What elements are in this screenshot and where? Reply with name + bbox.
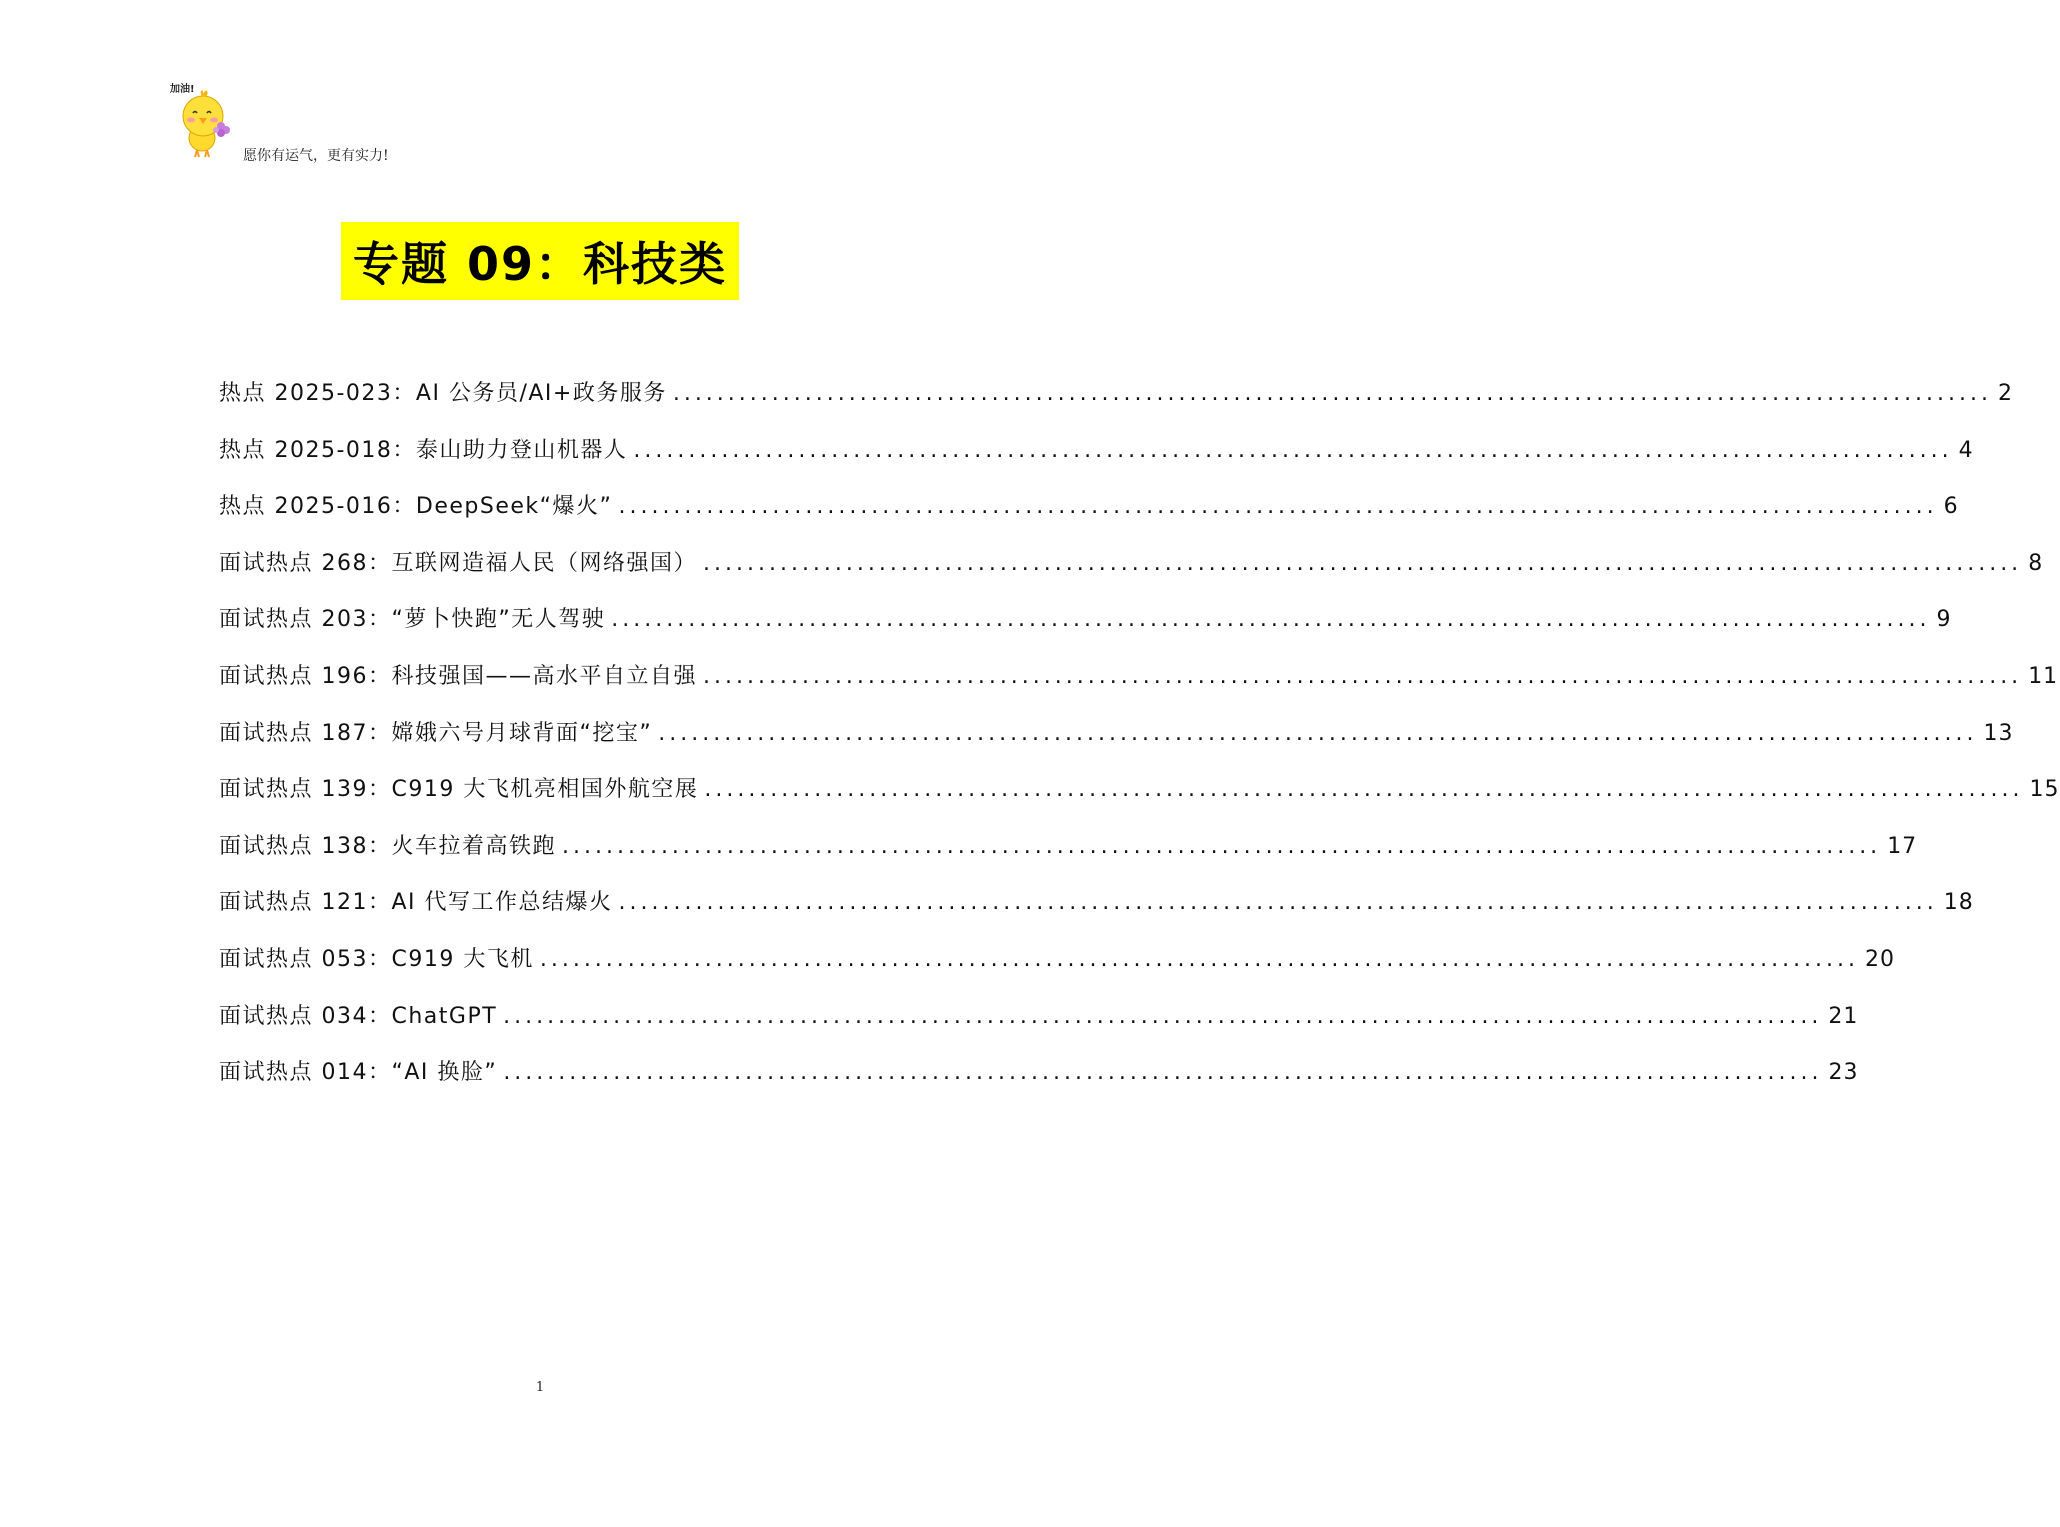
toc-entry-title: 面试热点 014：“AI 换脸” [219, 1060, 498, 1086]
toc-entry-title: 面试热点 196：科技强国——高水平自立自强 [219, 663, 697, 689]
chick-mascot-icon [166, 80, 238, 162]
toc-entry-title: 面试热点 034：ChatGPT [219, 1003, 498, 1029]
toc-dot-leader: ........................................................................................................................ [539, 946, 1860, 972]
toc-entry[interactable] [219, 657, 2059, 714]
toc-entry-page: 21 [1828, 1003, 1859, 1029]
toc-dot-leader: ........................................................................................................................ [618, 890, 1938, 916]
toc-entry[interactable] [219, 827, 1918, 884]
toc-entry-title: 面试热点 053：C919 大飞机 [219, 946, 534, 972]
toc-entry-title: 热点 2025-018：泰山助力登山机器人 [219, 437, 628, 463]
toc-entry[interactable] [219, 770, 2060, 827]
toc-entry[interactable] [219, 431, 1974, 488]
toc-entry-page: 18 [1943, 890, 1974, 916]
toc-entry[interactable] [219, 1053, 1859, 1110]
toc-entry[interactable] [219, 544, 2044, 601]
page-number: 1 [535, 1380, 545, 1395]
table-of-contents [219, 374, 2060, 1110]
toc-entry-page: 23 [1828, 1060, 1859, 1086]
toc-entry[interactable] [219, 940, 1896, 997]
toc-dot-leader: ........................................................................................................................ [611, 607, 1931, 633]
toc-dot-leader: ........................................................................................................................ [672, 381, 1993, 406]
toc-entry[interactable] [219, 714, 2014, 771]
toc-entry-title: 面试热点 187：嫦娥六号月球背面“挖宝” [219, 720, 653, 746]
toc-dot-leader: ........................................................................................................................ [562, 833, 1882, 859]
toc-entry[interactable] [219, 600, 1952, 657]
toc-entry-title: 面试热点 203：“萝卜快跑”无人驾驶 [219, 607, 606, 633]
toc-entry[interactable] [219, 374, 2014, 431]
toc-entry-title: 面试热点 139：C919 大飞机亮相国外航空展 [219, 777, 699, 803]
toc-entry-title: 热点 2025-016：DeepSeek“爆火” [219, 494, 613, 520]
toc-entry-page: 9 [1936, 607, 1952, 633]
toc-entry-page: 2 [1998, 381, 2014, 406]
toc-entry-page: 6 [1943, 494, 1959, 520]
toc-entry-page: 17 [1887, 833, 1918, 859]
toc-entry-page: 4 [1958, 437, 1974, 463]
motto-text: 愿你有运气，更有实力! [243, 148, 389, 164]
toc-entry[interactable] [219, 487, 1959, 544]
toc-dot-leader: ........................................................................................................................ [658, 720, 1978, 746]
toc-entry-page: 20 [1865, 946, 1896, 972]
toc-dot-leader: ........................................................................................................................ [633, 437, 1953, 463]
toc-dot-leader: ........................................................................................................................ [503, 1060, 1823, 1086]
toc-entry-title: 面试热点 121：AI 代写工作总结爆火 [219, 890, 613, 916]
toc-entry-page: 13 [1983, 720, 2014, 746]
toc-entry-title: 热点 2025-023：AI 公务员/AI+政务服务 [219, 381, 667, 406]
toc-entry-title: 面试热点 268：互联网造福人民（网络强国） [219, 550, 697, 576]
toc-dot-leader: ........................................................................................................................ [703, 663, 2023, 689]
toc-entry-title: 面试热点 138：火车拉着高铁跑 [219, 833, 556, 859]
title-highlight [341, 222, 739, 300]
toc-dot-leader: ........................................................................................................................ [618, 494, 1938, 520]
toc-entry[interactable] [219, 883, 1974, 940]
toc-dot-leader: ........................................................................................................................ [703, 550, 2023, 576]
toc-entry[interactable] [219, 997, 1859, 1054]
toc-dot-leader: ........................................................................................................................ [704, 777, 2024, 803]
toc-entry-page: 11 [2028, 663, 2059, 689]
toc-dot-leader: ........................................................................................................................ [503, 1003, 1823, 1029]
cheer-text: 加油! [170, 84, 195, 95]
toc-entry-page: 15 [2029, 777, 2060, 803]
toc-entry-page: 8 [2028, 550, 2044, 576]
page-title: 专题 09：科技类 [352, 237, 728, 291]
